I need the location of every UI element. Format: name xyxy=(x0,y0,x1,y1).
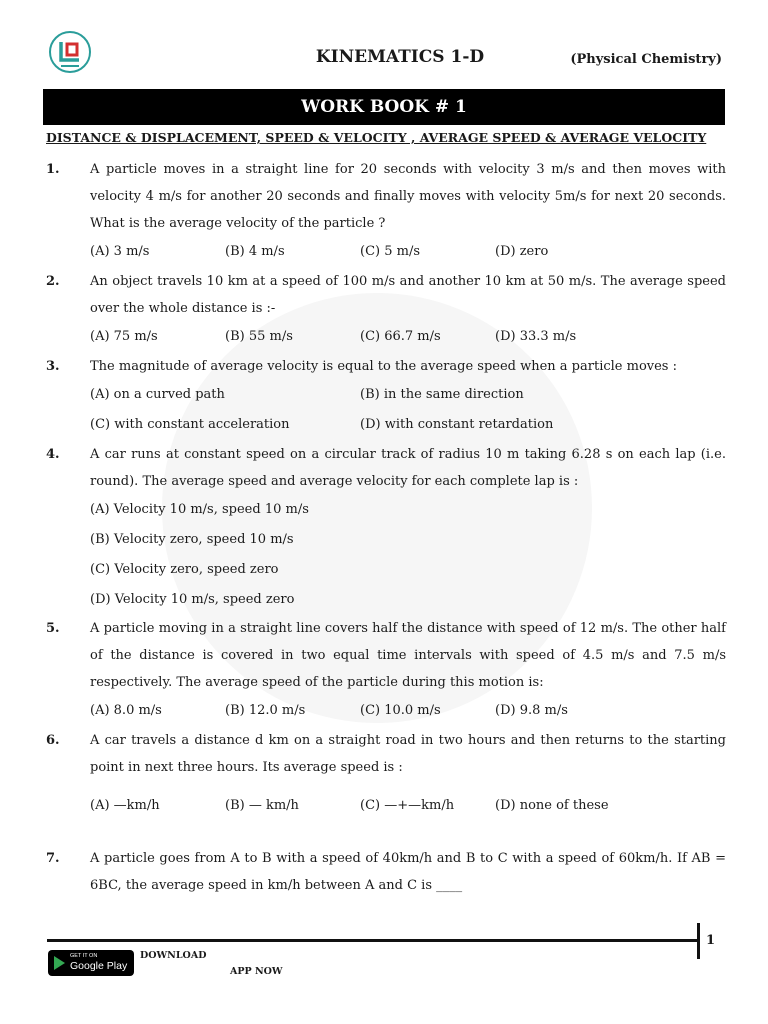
app-now-label: APP NOW xyxy=(230,966,283,977)
option-d: (D) 33.3 m/s xyxy=(495,329,577,344)
option-b: (B) — km/h xyxy=(225,798,299,813)
option-c: (C) Velocity zero, speed zero xyxy=(90,562,279,577)
google-play-button[interactable] xyxy=(48,950,134,976)
options xyxy=(90,781,726,831)
option-c: (C) 66.7 m/s xyxy=(360,329,441,344)
option-c: (C) with constant acceleration xyxy=(90,417,290,432)
option-a: (A) Velocity 10 m/s, speed 10 m/s xyxy=(90,502,309,517)
footer-divider xyxy=(47,939,698,942)
question-number: 6. xyxy=(46,733,60,748)
option-b: (B) in the same direction xyxy=(360,387,524,402)
play-store-icon xyxy=(54,956,65,970)
options xyxy=(90,696,726,726)
option-b: (B) 4 m/s xyxy=(225,244,285,259)
option-d: (D) none of these xyxy=(495,798,609,813)
question-4 xyxy=(46,441,726,615)
option-b: (B) Velocity zero, speed 10 m/s xyxy=(90,532,294,547)
question-text: An object travels 10 km at a speed of 100 m/s and another 10 km at 50 m/s. The average speed over the whole distance is :- xyxy=(90,274,726,316)
option-c: (C) —+—km/h xyxy=(360,798,455,813)
question-number: 5. xyxy=(46,621,60,636)
download-label: DOWNLOAD xyxy=(140,950,207,961)
options xyxy=(90,237,726,267)
questions-list xyxy=(46,156,726,899)
question-text: A car travels a distance d km on a straight road in two hours and then returns to the starting point in next three hours. Its average speed is : xyxy=(90,733,726,775)
question-text: A particle moving in a straight line covers half the distance with speed of 12 m/s. The other half of the distance is covered in two equal time intervals with speed of 4.5 m/s and 7.5 m/s respectively. The average speed of the particle during this motion is: xyxy=(90,621,726,690)
question-text: The magnitude of average velocity is equal to the average speed when a particle moves : xyxy=(90,359,677,374)
question-text: A particle moves in a straight line for 20 seconds with velocity 3 m/s and then moves with velocity 4 m/s for another 20 seconds and finally moves with velocity 5m/s for next 20 seconds. What is the average velocity of the particle ? xyxy=(90,162,726,231)
footer-page-marker xyxy=(697,923,700,959)
question-1 xyxy=(46,156,726,267)
option-a: (A) 75 m/s xyxy=(90,329,158,344)
option-a: (A) 8.0 m/s xyxy=(90,703,162,718)
option-a: (A) on a curved path xyxy=(90,387,225,402)
question-number: 2. xyxy=(46,274,60,289)
option-d: (D) 9.8 m/s xyxy=(495,703,568,718)
store-name: Google Play xyxy=(70,960,128,972)
question-number: 3. xyxy=(46,359,60,374)
option-a: (A) 3 m/s xyxy=(90,244,150,259)
option-b: (B) 12.0 m/s xyxy=(225,703,306,718)
question-text: A particle goes from A to B with a speed of 40km/h and B to C with a speed of 60km/h. If AB = 6BC, the average speed in km/h between A and C is ____ xyxy=(90,851,726,893)
store-caption: GET IT ON xyxy=(70,953,98,959)
question-2 xyxy=(46,268,726,352)
option-d: (D) with constant retardation xyxy=(360,417,554,432)
options xyxy=(90,495,726,615)
logo-icon xyxy=(48,30,92,74)
question-7 xyxy=(46,845,726,899)
option-d: (D) zero xyxy=(495,244,549,259)
question-5 xyxy=(46,615,726,726)
option-c: (C) 5 m/s xyxy=(360,244,421,259)
question-3 xyxy=(46,353,726,440)
option-a: (A) —km/h xyxy=(90,798,160,813)
option-c: (C) 10.0 m/s xyxy=(360,703,441,718)
publisher-logo xyxy=(48,30,92,74)
page-number: 1 xyxy=(706,933,716,948)
workbook-banner: WORK BOOK # 1 xyxy=(43,89,725,125)
question-text: A car runs at constant speed on a circular track of radius 10 m taking 6.28 s on each lap (i.e. round). The average speed and average velocity for each complete lap is : xyxy=(90,447,726,489)
option-d: (D) Velocity 10 m/s, speed zero xyxy=(90,592,295,607)
question-number: 7. xyxy=(46,851,60,866)
option-b: (B) 55 m/s xyxy=(225,329,293,344)
question-6 xyxy=(46,727,726,831)
subject-label: (Physical Chemistry) xyxy=(570,52,722,67)
question-number: 1. xyxy=(46,162,60,177)
options xyxy=(90,380,726,440)
section-title: DISTANCE & DISPLACEMENT, SPEED & VELOCITY , AVERAGE SPEED & AVERAGE VELOCITY xyxy=(46,130,707,145)
question-number: 4. xyxy=(46,447,60,462)
page-title: KINEMATICS 1-D xyxy=(315,47,485,67)
options xyxy=(90,322,726,352)
